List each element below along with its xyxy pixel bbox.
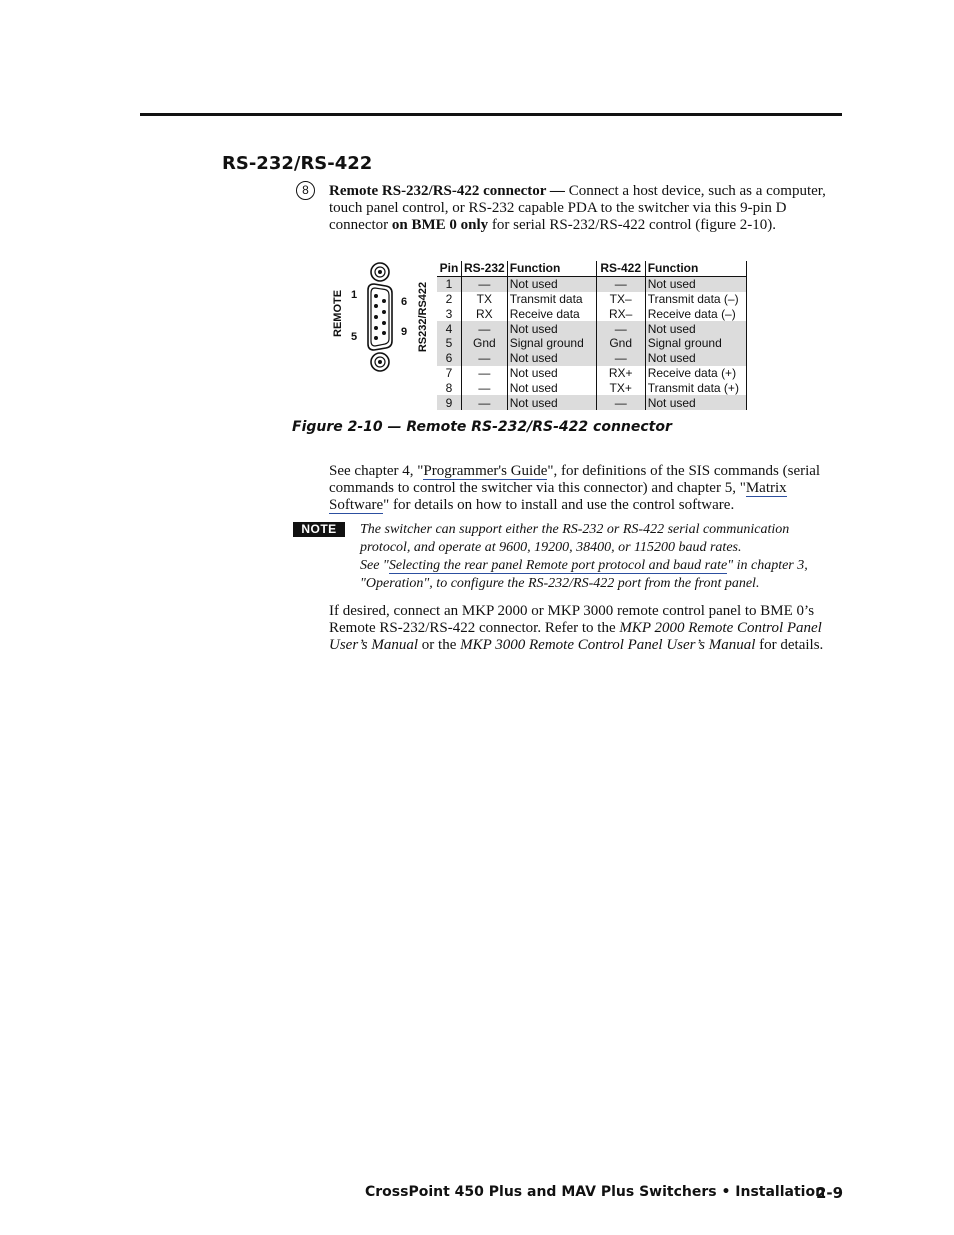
note-text: The switcher can support either the RS-232 or RS-422 serial communication protocol, and operate at 9600, 19200, 38400, or 115200 baud rates. See "Selecting the rear panel Remote port protocol and baud rate" in chapter 3, "Operation", to configure the RS-232/RS-422 port from the front panel. — [360, 522, 808, 591]
table-header-row — [437, 261, 746, 276]
pin-label-6: 6 — [401, 296, 408, 308]
programmers-guide-paragraph: See chapter 4, "Programmer's Guide", for definitions of the SIS commands (serial commands to control the switcher via this connector) and chapter 5, "Matrix Software" for details on how to install and use the control software. — [329, 463, 821, 513]
pin-label-1: 1 — [351, 289, 358, 301]
callout-number-8: 8 — [296, 181, 315, 200]
remote-label: REMOTE — [332, 289, 344, 337]
matrix-software-link[interactable]: Matrix Software — [329, 480, 787, 513]
section-title: RS-232/RS-422 — [222, 153, 373, 174]
db9-connector-icon — [360, 262, 400, 374]
footer-title: CrossPoint 450 Plus and MAV Plus Switchers • Installation — [365, 1184, 826, 1200]
table-row: 8 — Not used TX+ Transmit data (+) — [437, 380, 746, 395]
table-row: 9 — Not used — Not used — [437, 395, 746, 410]
page-number: 2-9 — [816, 1184, 844, 1202]
table-row: 7 — Not used RX+ Receive data (+) — [437, 366, 746, 381]
header-rs422: RS-422 — [596, 261, 645, 276]
item-lead: Remote RS-232/RS-422 connector — — [329, 183, 565, 199]
table-row: 2 TX Transmit data TX– Transmit data (–) — [437, 292, 746, 307]
port-label: RS232/RS422 — [417, 281, 429, 353]
pin-label-9: 9 — [401, 326, 408, 338]
figure-caption: Figure 2-10 — Remote RS-232/RS-422 connector — [292, 419, 672, 435]
header-pin: Pin — [437, 261, 462, 276]
header-rs232: RS-232 — [462, 261, 508, 276]
note-badge: NOTE — [293, 522, 345, 537]
header-rule — [140, 113, 842, 116]
table-row: 3 RX Receive data RX– Receive data (–) — [437, 306, 746, 321]
table-row: 4 — Not used — Not used — [437, 321, 746, 336]
header-function-232: Function — [507, 261, 596, 276]
connector-description: Remote RS-232/RS-422 connector — Connect a host device, such as a computer, touch panel control, or RS-232 capable PDA to the switcher via this 9-pin D connector on BME 0 only for serial RS-232/RS-422 control (figure 2-10). — [329, 183, 826, 233]
table-row: 6 — Not used — Not used — [437, 351, 746, 366]
programmers-guide-link[interactable]: Programmer's Guide — [423, 463, 548, 479]
table-row: 5 Gnd Signal ground Gnd Signal ground — [437, 336, 746, 351]
pin-label-5: 5 — [351, 331, 358, 343]
mkp-paragraph: If desired, connect an MKP 2000 or MKP 3000 remote control panel to BME 0’s Remote RS-232/RS-422 connector. Refer to the MKP 2000 Remote Control Panel User’s Manual or the MKP 3000 Remote Control Panel User’s Manual for details. — [329, 603, 824, 653]
selecting-protocol-link[interactable]: Selecting the rear panel Remote port protocol and baud rate — [388, 558, 728, 573]
table-row: 1 — Not used — Not used — [437, 276, 746, 291]
header-function-422: Function — [645, 261, 746, 276]
pin-assignment-table — [437, 261, 747, 410]
